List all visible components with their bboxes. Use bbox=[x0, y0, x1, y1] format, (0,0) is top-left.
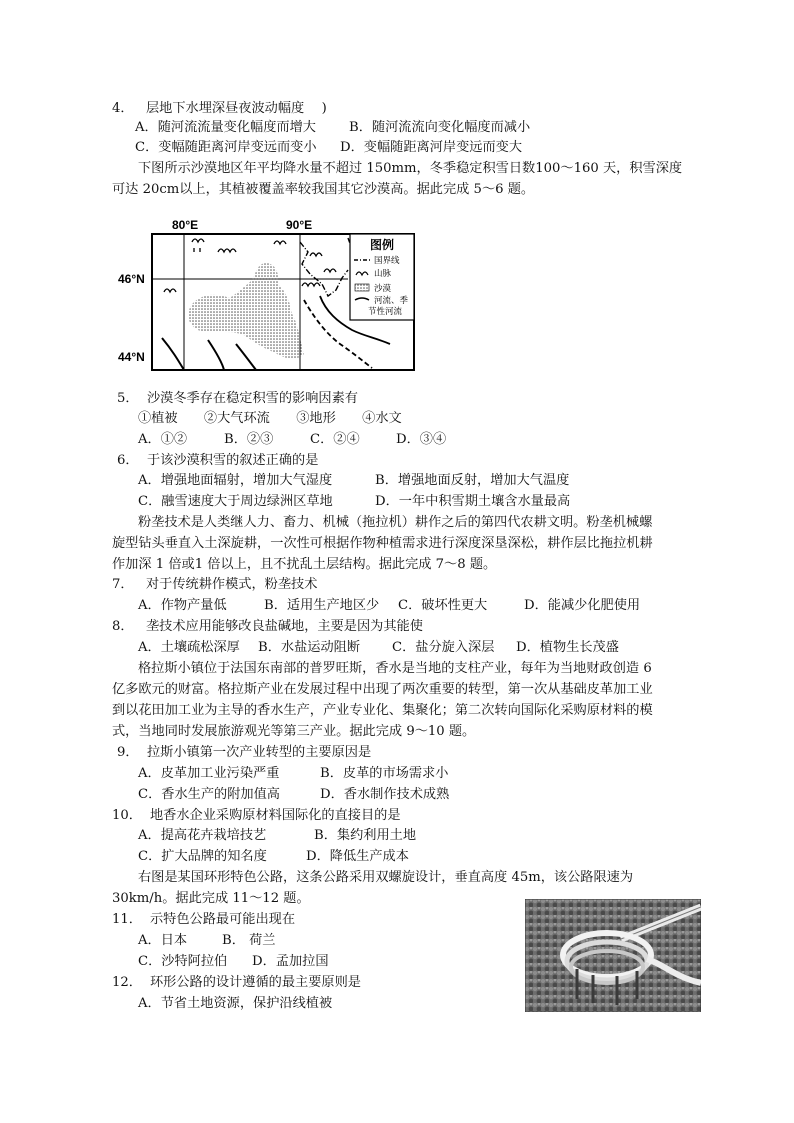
map-lon-80e: 80°E bbox=[172, 218, 199, 232]
intro2-line2: 旋型钻头垂直入土深旋耕，一次性可根据作物种植需求进行深度深垦深松，耕作层比拖拉机耕 bbox=[112, 536, 653, 551]
q12-stem: 12． 环形公路的设计遵循的最主要原则是 bbox=[112, 975, 361, 990]
q6-options-row1 bbox=[138, 471, 569, 490]
q8-stem: 8． 垄技术应用能够改良盐碱地，主要是因为其能使 bbox=[112, 619, 423, 634]
q7-stem: 7． 对于传统耕作模式，粉垄技术 bbox=[112, 577, 318, 592]
q10-stem: 10． 地香水企业采购原材料国际化的直接目的是 bbox=[112, 808, 401, 823]
q6-options-row2 bbox=[138, 492, 570, 511]
map-lat-46n: 46°N bbox=[118, 272, 145, 286]
q11-option-b: B． 荷兰 bbox=[222, 933, 276, 948]
intro3-line2: 亿多欧元的财富。格拉斯产业在发展过程中出现了两次重要的转型，第一次从基础皮革加工业 bbox=[112, 682, 653, 697]
q4-option-c: C．变幅随距离河岸变远而变小 bbox=[135, 140, 317, 155]
map-national-border bbox=[300, 242, 348, 296]
map-lon-90e: 90°E bbox=[286, 218, 313, 232]
map-river-4 bbox=[208, 340, 224, 370]
q9-option-b: B．皮革的市场需求小 bbox=[320, 766, 449, 781]
intro4-line2: 30km/h。据此完成 11～12 题。 bbox=[112, 891, 310, 906]
q8-options bbox=[138, 638, 619, 657]
q11-option-a: A．日本 bbox=[138, 933, 188, 948]
intro2-line1: 粉垄技术是人类继人力、畜力、机械（拖拉机）耕作之后的第四代农耕文明。粉垄机械螺 bbox=[138, 515, 653, 530]
q9-option-c: C．香水生产的附加值高 bbox=[138, 787, 280, 802]
q7-option-b: B．适用生产地区少 bbox=[264, 598, 380, 613]
q9-options-row1 bbox=[138, 764, 448, 783]
q4-option-b: B．随河流流向变化幅度而减小 bbox=[349, 120, 531, 135]
q8-option-d: D．植物生长茂盛 bbox=[516, 640, 619, 655]
q5-option-d: D．③④ bbox=[396, 432, 447, 447]
q5-option-c: C．②④ bbox=[310, 432, 360, 447]
q11-option-c: C．沙特阿拉伯 bbox=[138, 954, 228, 969]
q10-option-b: B．集约利用土地 bbox=[314, 828, 417, 843]
map-legend-title: 图例 bbox=[370, 238, 395, 252]
q7-option-a: A．作物产量低 bbox=[138, 598, 227, 613]
q4-option-d: D．变幅随距离河岸变远而变大 bbox=[340, 140, 523, 155]
q10-option-a: A．提高花卉栽培技艺 bbox=[138, 828, 267, 843]
q8-option-a: A．土壤疏松深厚 bbox=[138, 640, 240, 655]
q6-option-c: C．融雪速度大于周边绿洲区草地 bbox=[138, 494, 333, 509]
desert-map bbox=[114, 212, 419, 372]
map-lat-44n: 44°N bbox=[118, 350, 145, 364]
map-legend-river1: 河流、季 bbox=[374, 296, 409, 306]
q9-stem: 9． 拉斯小镇第一次产业转型的主要原因是 bbox=[117, 745, 372, 760]
q7-options bbox=[138, 596, 640, 615]
q10-option-d: D．降低生产成本 bbox=[306, 849, 409, 864]
q10-options-row1 bbox=[138, 826, 416, 845]
q8-option-c: C．盐分旋入深层 bbox=[392, 640, 495, 655]
map-river-3 bbox=[162, 338, 184, 370]
q7-option-c: C．破坏性更大 bbox=[398, 598, 488, 613]
q4-stem: 4． 层地下水埋深昼夜波动幅度 ) bbox=[112, 101, 327, 116]
q6-option-d: D．一年中积雪期土壤含水量最高 bbox=[375, 494, 571, 509]
intro2-line3: 作加深 1 倍或1 倍以上，且不扰乱土层结构。据此完成 7～8 题。 bbox=[112, 557, 497, 572]
q11-options-row2 bbox=[138, 952, 329, 971]
q11-stem: 11． 示特色公路最可能出现在 bbox=[112, 912, 296, 927]
map-river-5 bbox=[236, 344, 256, 370]
intro1-line1: 下图所示沙漠地区年平均降水量不超过 150mm，冬季稳定积雪日数100～160 天，积雪深度 bbox=[138, 161, 683, 176]
intro3-line4: 式，当地同时发展旅游观光等第三产业。据此完成 9～10 题。 bbox=[112, 724, 476, 739]
q5-option-a: A．①② bbox=[138, 432, 188, 447]
q5-stem: 5． 沙漠冬季存在稳定积雪的影响因素有 bbox=[117, 391, 358, 406]
map-legend-border: 国界线 bbox=[374, 256, 400, 266]
q7-option-d: D．能减少化肥使用 bbox=[524, 598, 641, 613]
q9-options-row2 bbox=[138, 785, 449, 804]
map-legend-mountain: 山脉 bbox=[374, 269, 392, 279]
intro4-line1: 右图是某国环形特色公路，这条公路采用双螺旋设计，垂直高度 45m，该公路限速为 bbox=[138, 870, 634, 885]
q8-option-b: B．水盐运动阻断 bbox=[258, 640, 361, 655]
intro3-line3: 到以花田加工业为主导的香水生产，产业专业化、集聚化；第二次转向国际化采购原材料的模 bbox=[112, 703, 653, 718]
map-desert bbox=[188, 263, 304, 358]
q11-options-row1 bbox=[138, 931, 275, 950]
q10-options-row2 bbox=[138, 847, 409, 866]
q9-option-a: A．皮革加工业污染严重 bbox=[138, 766, 280, 781]
q5-option-b: B．②③ bbox=[224, 432, 274, 447]
q4-option-a: A．随河流流量变化幅度而增大 bbox=[135, 120, 316, 135]
q9-option-d: D．香水制作技术成熟 bbox=[320, 787, 450, 802]
spiral-road-photo bbox=[525, 899, 701, 1012]
q12-option-a: A．节省土地资源，保护沿线植被 bbox=[138, 996, 333, 1011]
q6-stem: 6． 于该沙漠积雪的叙述正确的是 bbox=[117, 453, 319, 468]
q10-option-c: C．扩大品牌的知名度 bbox=[138, 849, 267, 864]
map-legend-desert: 沙漠 bbox=[374, 284, 392, 294]
q5-items: ①植被 ②大气环流 ③地形 ④水文 bbox=[138, 411, 402, 426]
intro1-line2: 可达 20cm以上，其植被覆盖率较我国其它沙漠高。据此完成 5～6 题。 bbox=[112, 182, 535, 197]
q5-options bbox=[138, 430, 446, 449]
q11-option-d: D．孟加拉国 bbox=[252, 954, 329, 969]
q4-options-row2 bbox=[135, 138, 522, 157]
q6-option-b: B．增强地面反射，增加大气温度 bbox=[375, 473, 570, 488]
intro3-line1: 格拉斯小镇位于法国东南部的普罗旺斯，香水是当地的支柱产业，每年为当地财政创造 6 bbox=[138, 661, 652, 676]
q4-options-row1 bbox=[135, 118, 530, 137]
map-legend-river2: 节性河流 bbox=[368, 307, 403, 317]
q6-option-a: A．增强地面辐射，增加大气湿度 bbox=[138, 473, 333, 488]
